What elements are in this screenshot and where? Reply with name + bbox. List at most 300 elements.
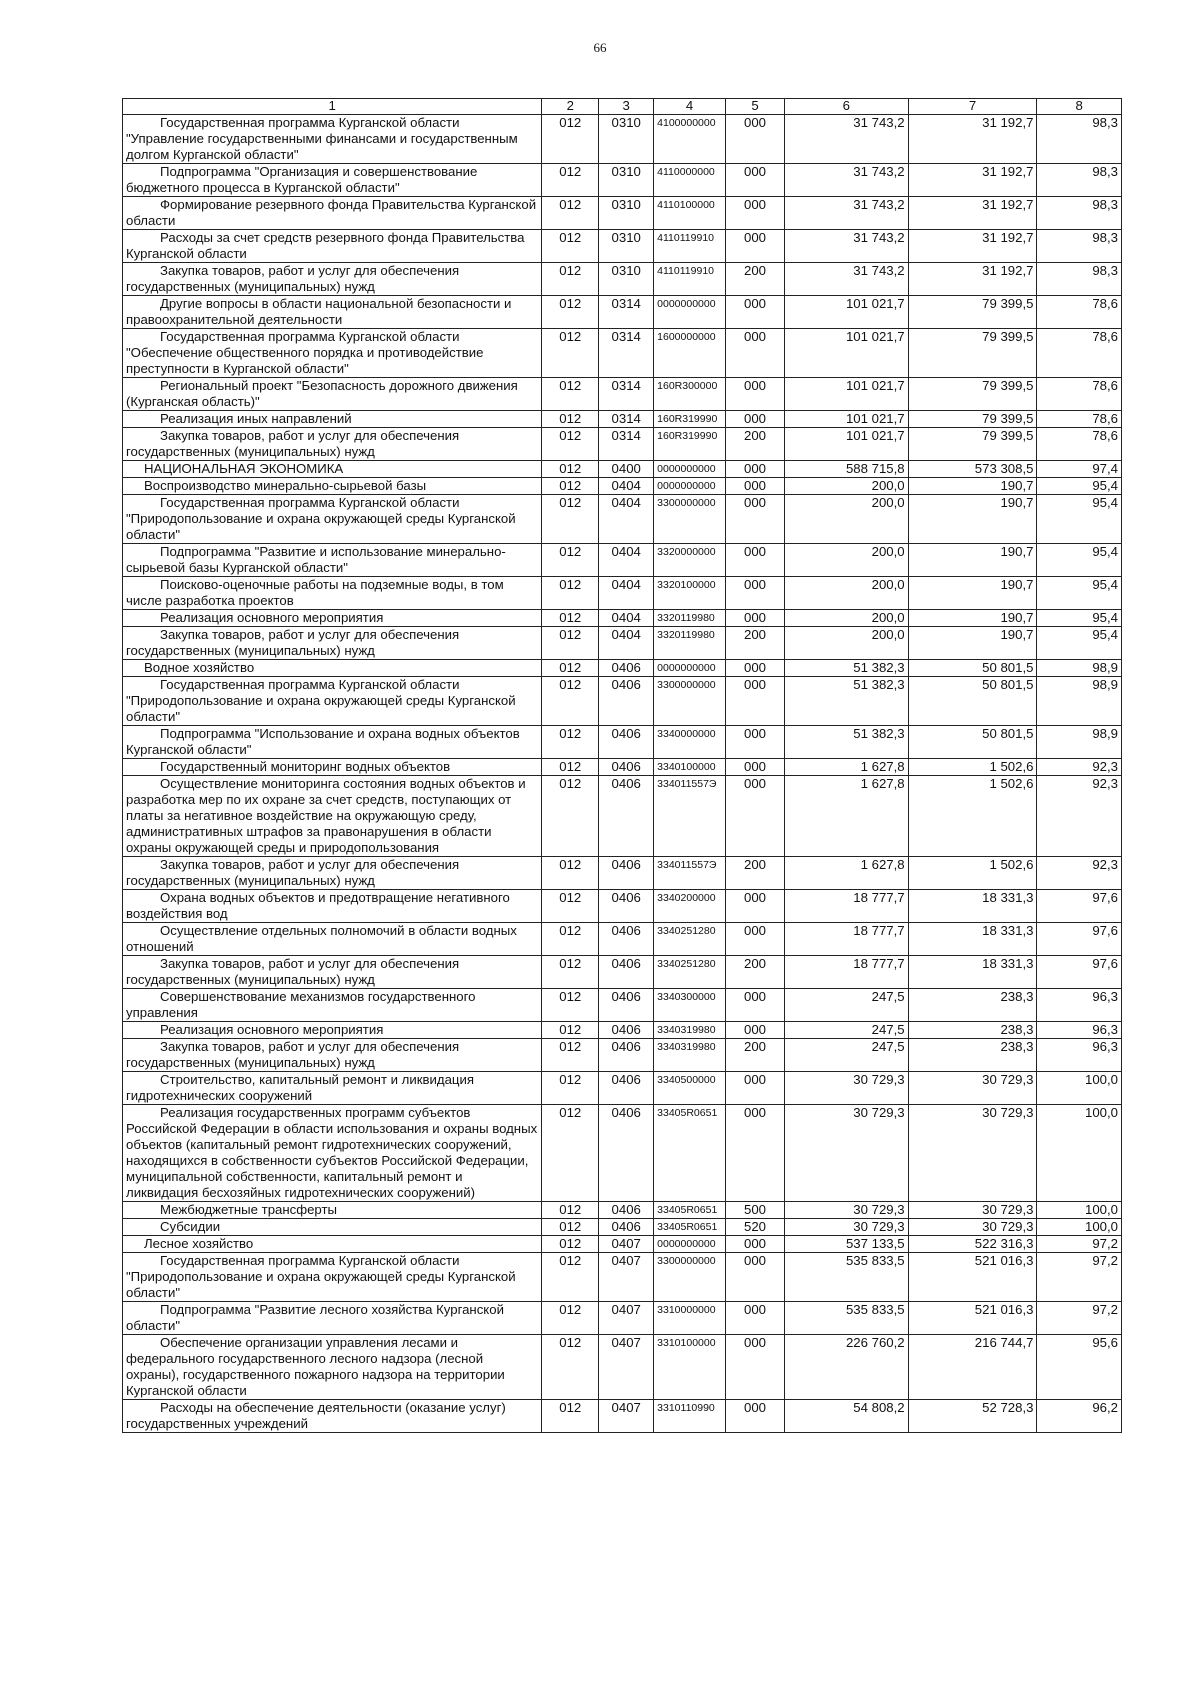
row-name-text: Межбюджетные трансферты bbox=[160, 1202, 337, 1217]
row-ministry-code: 012 bbox=[542, 857, 599, 890]
table-row bbox=[123, 1072, 1122, 1105]
header-col-7: 7 bbox=[908, 99, 1037, 115]
row-section-code: 0314 bbox=[599, 378, 654, 411]
row-percent: 95,4 bbox=[1037, 544, 1122, 577]
row-ministry-code: 012 bbox=[542, 1400, 599, 1433]
row-section-code: 0406 bbox=[599, 677, 654, 726]
header-col-5: 5 bbox=[725, 99, 784, 115]
row-actual-amount: 521 016,3 bbox=[908, 1302, 1037, 1335]
row-planned-amount: 200,0 bbox=[785, 577, 909, 610]
row-target-code: 0000000000 bbox=[654, 1236, 726, 1253]
row-name-text: Государственная программа Курганской области "Обеспечение общественного порядка и противодействие преступности в Курганской области" bbox=[126, 329, 484, 376]
row-ministry-code: 012 bbox=[542, 495, 599, 544]
row-expense-type: 000 bbox=[725, 544, 784, 577]
row-actual-amount: 30 729,3 bbox=[908, 1219, 1037, 1236]
page-number: 66 bbox=[593, 40, 607, 55]
row-actual-amount: 50 801,5 bbox=[908, 660, 1037, 677]
row-ministry-code: 012 bbox=[542, 230, 599, 263]
row-name-text: Субсидии bbox=[160, 1219, 221, 1234]
row-planned-amount: 30 729,3 bbox=[785, 1105, 909, 1202]
table-row bbox=[123, 164, 1122, 197]
row-target-code: 3340300000 bbox=[654, 989, 726, 1022]
row-target-code: 3320119980 bbox=[654, 627, 726, 660]
row-percent: 95,4 bbox=[1037, 478, 1122, 495]
row-name bbox=[123, 164, 542, 197]
row-expense-type: 000 bbox=[725, 495, 784, 544]
table-row bbox=[123, 989, 1122, 1022]
row-planned-amount: 30 729,3 bbox=[785, 1072, 909, 1105]
row-expense-type: 000 bbox=[725, 1072, 784, 1105]
row-section-code: 0406 bbox=[599, 1202, 654, 1219]
row-target-code: 33405R0651 bbox=[654, 1219, 726, 1236]
row-name bbox=[123, 1202, 542, 1219]
row-name bbox=[123, 544, 542, 577]
row-section-code: 0404 bbox=[599, 627, 654, 660]
row-planned-amount: 101 021,7 bbox=[785, 329, 909, 378]
row-expense-type: 000 bbox=[725, 890, 784, 923]
row-name bbox=[123, 461, 542, 478]
row-ministry-code: 012 bbox=[542, 428, 599, 461]
row-name bbox=[123, 956, 542, 989]
row-actual-amount: 30 729,3 bbox=[908, 1202, 1037, 1219]
row-target-code: 4100000000 bbox=[654, 115, 726, 164]
row-planned-amount: 18 777,7 bbox=[785, 923, 909, 956]
row-target-code: 3300000000 bbox=[654, 495, 726, 544]
row-planned-amount: 200,0 bbox=[785, 627, 909, 660]
row-name bbox=[123, 478, 542, 495]
row-name-text: Государственная программа Курганской области "Управление государственными финансами и государственным долгом Курганской области" bbox=[126, 115, 518, 162]
row-target-code: 160R319990 bbox=[654, 411, 726, 428]
row-ministry-code: 012 bbox=[542, 956, 599, 989]
row-planned-amount: 226 760,2 bbox=[785, 1335, 909, 1400]
row-planned-amount: 101 021,7 bbox=[785, 378, 909, 411]
row-planned-amount: 200,0 bbox=[785, 544, 909, 577]
row-planned-amount: 18 777,7 bbox=[785, 890, 909, 923]
row-name bbox=[123, 115, 542, 164]
row-target-code: 4110100000 bbox=[654, 197, 726, 230]
row-percent: 97,6 bbox=[1037, 923, 1122, 956]
row-actual-amount: 521 016,3 bbox=[908, 1253, 1037, 1302]
row-percent: 96,3 bbox=[1037, 1039, 1122, 1072]
row-name bbox=[123, 627, 542, 660]
row-name-text: Закупка товаров, работ и услуг для обеспечения государственных (муниципальных) нужд bbox=[126, 1039, 460, 1070]
row-planned-amount: 18 777,7 bbox=[785, 956, 909, 989]
row-percent: 98,9 bbox=[1037, 677, 1122, 726]
row-expense-type: 000 bbox=[725, 759, 784, 776]
row-actual-amount: 30 729,3 bbox=[908, 1105, 1037, 1202]
row-ministry-code: 012 bbox=[542, 411, 599, 428]
row-ministry-code: 012 bbox=[542, 577, 599, 610]
row-section-code: 0406 bbox=[599, 1039, 654, 1072]
row-actual-amount: 31 192,7 bbox=[908, 115, 1037, 164]
row-actual-amount: 79 399,5 bbox=[908, 378, 1037, 411]
row-ministry-code: 012 bbox=[542, 627, 599, 660]
row-target-code: 4110119910 bbox=[654, 230, 726, 263]
row-name bbox=[123, 1253, 542, 1302]
row-section-code: 0310 bbox=[599, 164, 654, 197]
row-name-text: Другие вопросы в области национальной безопасности и правоохранительной деятельности bbox=[126, 296, 512, 327]
row-expense-type: 520 bbox=[725, 1219, 784, 1236]
row-percent: 78,6 bbox=[1037, 329, 1122, 378]
row-actual-amount: 50 801,5 bbox=[908, 677, 1037, 726]
row-planned-amount: 200,0 bbox=[785, 495, 909, 544]
row-actual-amount: 1 502,6 bbox=[908, 759, 1037, 776]
row-section-code: 0310 bbox=[599, 263, 654, 296]
row-ministry-code: 012 bbox=[542, 1202, 599, 1219]
row-target-code: 3310100000 bbox=[654, 1335, 726, 1400]
row-name-text: Поисково-оценочные работы на подземные воды, в том числе разработка проектов bbox=[126, 577, 504, 608]
row-planned-amount: 247,5 bbox=[785, 1022, 909, 1039]
row-percent: 98,3 bbox=[1037, 164, 1122, 197]
row-ministry-code: 012 bbox=[542, 1219, 599, 1236]
row-ministry-code: 012 bbox=[542, 989, 599, 1022]
row-name bbox=[123, 1400, 542, 1433]
row-actual-amount: 216 744,7 bbox=[908, 1335, 1037, 1400]
row-expense-type: 200 bbox=[725, 263, 784, 296]
row-ministry-code: 012 bbox=[542, 296, 599, 329]
row-actual-amount: 31 192,7 bbox=[908, 197, 1037, 230]
row-planned-amount: 1 627,8 bbox=[785, 759, 909, 776]
row-name bbox=[123, 923, 542, 956]
row-percent: 98,9 bbox=[1037, 660, 1122, 677]
row-target-code: 3310110990 bbox=[654, 1400, 726, 1433]
row-target-code: 0000000000 bbox=[654, 660, 726, 677]
row-planned-amount: 31 743,2 bbox=[785, 230, 909, 263]
row-expense-type: 200 bbox=[725, 1039, 784, 1072]
row-ministry-code: 012 bbox=[542, 923, 599, 956]
row-name-text: Закупка товаров, работ и услуг для обеспечения государственных (муниципальных) нужд bbox=[126, 627, 460, 658]
row-planned-amount: 101 021,7 bbox=[785, 428, 909, 461]
row-name-text: Подпрограмма "Развитие и использование минерально-сырьевой базы Курганской области" bbox=[126, 544, 506, 575]
row-actual-amount: 190,7 bbox=[908, 495, 1037, 544]
header-col-2: 2 bbox=[542, 99, 599, 115]
row-name-text: Закупка товаров, работ и услуг для обеспечения государственных (муниципальных) нужд bbox=[126, 263, 460, 294]
row-expense-type: 000 bbox=[725, 329, 784, 378]
row-name-text: Совершенствование механизмов государственного управления bbox=[126, 989, 476, 1020]
row-expense-type: 000 bbox=[725, 660, 784, 677]
row-section-code: 0406 bbox=[599, 1105, 654, 1202]
row-target-code: 33405R0651 bbox=[654, 1105, 726, 1202]
header-col-4: 4 bbox=[654, 99, 726, 115]
row-percent: 97,2 bbox=[1037, 1253, 1122, 1302]
row-ministry-code: 012 bbox=[542, 726, 599, 759]
row-section-code: 0400 bbox=[599, 461, 654, 478]
row-name-text: Водное хозяйство bbox=[144, 660, 255, 675]
row-percent: 100,0 bbox=[1037, 1072, 1122, 1105]
row-planned-amount: 31 743,2 bbox=[785, 164, 909, 197]
row-name bbox=[123, 759, 542, 776]
row-actual-amount: 1 502,6 bbox=[908, 776, 1037, 857]
row-section-code: 0314 bbox=[599, 329, 654, 378]
row-expense-type: 000 bbox=[725, 776, 784, 857]
row-section-code: 0404 bbox=[599, 577, 654, 610]
row-expense-type: 000 bbox=[725, 923, 784, 956]
table-row bbox=[123, 610, 1122, 627]
row-name bbox=[123, 677, 542, 726]
row-actual-amount: 238,3 bbox=[908, 1022, 1037, 1039]
row-percent: 98,3 bbox=[1037, 197, 1122, 230]
table-row bbox=[123, 1302, 1122, 1335]
row-name bbox=[123, 1072, 542, 1105]
row-expense-type: 000 bbox=[725, 1105, 784, 1202]
row-ministry-code: 012 bbox=[542, 263, 599, 296]
row-name bbox=[123, 776, 542, 857]
row-expense-type: 000 bbox=[725, 1022, 784, 1039]
row-planned-amount: 54 808,2 bbox=[785, 1400, 909, 1433]
row-target-code: 3300000000 bbox=[654, 1253, 726, 1302]
row-ministry-code: 012 bbox=[542, 115, 599, 164]
row-section-code: 0407 bbox=[599, 1302, 654, 1335]
row-name bbox=[123, 329, 542, 378]
row-percent: 96,3 bbox=[1037, 1022, 1122, 1039]
row-percent: 78,6 bbox=[1037, 428, 1122, 461]
row-ministry-code: 012 bbox=[542, 660, 599, 677]
row-expense-type: 000 bbox=[725, 1253, 784, 1302]
row-section-code: 0404 bbox=[599, 478, 654, 495]
table-row bbox=[123, 411, 1122, 428]
row-expense-type: 000 bbox=[725, 164, 784, 197]
row-percent: 78,6 bbox=[1037, 296, 1122, 329]
row-percent: 98,3 bbox=[1037, 263, 1122, 296]
table-row bbox=[123, 1335, 1122, 1400]
table-row bbox=[123, 1022, 1122, 1039]
row-actual-amount: 79 399,5 bbox=[908, 428, 1037, 461]
row-name-text: Подпрограмма "Развитие лесного хозяйства Курганской области" bbox=[126, 1302, 504, 1333]
row-target-code: 0000000000 bbox=[654, 478, 726, 495]
table-row bbox=[123, 1039, 1122, 1072]
row-name bbox=[123, 428, 542, 461]
row-planned-amount: 30 729,3 bbox=[785, 1219, 909, 1236]
row-target-code: 3340251280 bbox=[654, 923, 726, 956]
row-section-code: 0406 bbox=[599, 989, 654, 1022]
row-ministry-code: 012 bbox=[542, 1302, 599, 1335]
row-target-code: 3340251280 bbox=[654, 956, 726, 989]
row-name bbox=[123, 1302, 542, 1335]
row-actual-amount: 31 192,7 bbox=[908, 164, 1037, 197]
row-expense-type: 500 bbox=[725, 1202, 784, 1219]
row-ministry-code: 012 bbox=[542, 1253, 599, 1302]
row-section-code: 0404 bbox=[599, 544, 654, 577]
row-target-code: 3340200000 bbox=[654, 890, 726, 923]
row-percent: 92,3 bbox=[1037, 776, 1122, 857]
row-name-text: Реализация основного мероприятия bbox=[160, 1022, 384, 1037]
row-actual-amount: 50 801,5 bbox=[908, 726, 1037, 759]
row-expense-type: 000 bbox=[725, 677, 784, 726]
row-target-code: 33405R0651 bbox=[654, 1202, 726, 1219]
row-target-code: 1600000000 bbox=[654, 329, 726, 378]
row-ministry-code: 012 bbox=[542, 1105, 599, 1202]
table-row bbox=[123, 677, 1122, 726]
row-section-code: 0406 bbox=[599, 726, 654, 759]
row-percent: 97,2 bbox=[1037, 1236, 1122, 1253]
row-name bbox=[123, 989, 542, 1022]
row-target-code: 3320100000 bbox=[654, 577, 726, 610]
row-actual-amount: 573 308,5 bbox=[908, 461, 1037, 478]
row-name bbox=[123, 577, 542, 610]
row-name-text: Обеспечение организации управления лесами и федерального государственного лесного надзора (лесной охраны), государственного пожарного надзора на территории Курганской области bbox=[126, 1335, 505, 1398]
row-planned-amount: 30 729,3 bbox=[785, 1202, 909, 1219]
row-planned-amount: 535 833,5 bbox=[785, 1253, 909, 1302]
row-expense-type: 000 bbox=[725, 378, 784, 411]
row-name-text: Реализация иных направлений bbox=[160, 411, 352, 426]
row-planned-amount: 31 743,2 bbox=[785, 115, 909, 164]
row-planned-amount: 200,0 bbox=[785, 478, 909, 495]
row-actual-amount: 190,7 bbox=[908, 627, 1037, 660]
row-ministry-code: 012 bbox=[542, 378, 599, 411]
row-actual-amount: 30 729,3 bbox=[908, 1072, 1037, 1105]
row-target-code: 3340319980 bbox=[654, 1022, 726, 1039]
row-target-code: 160R300000 bbox=[654, 378, 726, 411]
table-row bbox=[123, 1400, 1122, 1433]
row-name-text: Охрана водных объектов и предотвращение негативного воздействия вод bbox=[126, 890, 510, 921]
row-section-code: 0406 bbox=[599, 956, 654, 989]
row-ministry-code: 012 bbox=[542, 610, 599, 627]
table-row bbox=[123, 1253, 1122, 1302]
row-section-code: 0407 bbox=[599, 1400, 654, 1433]
row-expense-type: 000 bbox=[725, 1302, 784, 1335]
row-ministry-code: 012 bbox=[542, 197, 599, 230]
row-planned-amount: 31 743,2 bbox=[785, 263, 909, 296]
row-actual-amount: 190,7 bbox=[908, 478, 1037, 495]
table-row bbox=[123, 1202, 1122, 1219]
row-percent: 95,4 bbox=[1037, 577, 1122, 610]
row-name bbox=[123, 1105, 542, 1202]
row-actual-amount: 79 399,5 bbox=[908, 296, 1037, 329]
row-ministry-code: 012 bbox=[542, 478, 599, 495]
row-section-code: 0406 bbox=[599, 1022, 654, 1039]
row-target-code: 160R319990 bbox=[654, 428, 726, 461]
row-ministry-code: 012 bbox=[542, 677, 599, 726]
row-target-code: 0000000000 bbox=[654, 296, 726, 329]
row-expense-type: 000 bbox=[725, 577, 784, 610]
row-section-code: 0314 bbox=[599, 411, 654, 428]
table-row bbox=[123, 428, 1122, 461]
table-row bbox=[123, 660, 1122, 677]
row-percent: 97,4 bbox=[1037, 461, 1122, 478]
row-planned-amount: 51 382,3 bbox=[785, 677, 909, 726]
row-actual-amount: 79 399,5 bbox=[908, 329, 1037, 378]
row-percent: 92,3 bbox=[1037, 857, 1122, 890]
row-percent: 96,3 bbox=[1037, 989, 1122, 1022]
row-section-code: 0407 bbox=[599, 1335, 654, 1400]
row-section-code: 0310 bbox=[599, 197, 654, 230]
row-name-text: Формирование резервного фонда Правительства Курганской области bbox=[126, 197, 537, 228]
row-actual-amount: 18 331,3 bbox=[908, 923, 1037, 956]
row-target-code: 4110000000 bbox=[654, 164, 726, 197]
row-expense-type: 200 bbox=[725, 428, 784, 461]
row-target-code: 3320119980 bbox=[654, 610, 726, 627]
row-actual-amount: 18 331,3 bbox=[908, 890, 1037, 923]
row-section-code: 0406 bbox=[599, 890, 654, 923]
row-target-code: 334011557Э bbox=[654, 776, 726, 857]
table-row bbox=[123, 577, 1122, 610]
row-planned-amount: 1 627,8 bbox=[785, 857, 909, 890]
row-name bbox=[123, 263, 542, 296]
row-planned-amount: 247,5 bbox=[785, 1039, 909, 1072]
table-row bbox=[123, 776, 1122, 857]
row-planned-amount: 247,5 bbox=[785, 989, 909, 1022]
row-percent: 95,4 bbox=[1037, 627, 1122, 660]
row-actual-amount: 190,7 bbox=[908, 544, 1037, 577]
row-percent: 95,4 bbox=[1037, 495, 1122, 544]
table-row bbox=[123, 759, 1122, 776]
row-section-code: 0314 bbox=[599, 428, 654, 461]
row-ministry-code: 012 bbox=[542, 544, 599, 577]
row-expense-type: 200 bbox=[725, 956, 784, 989]
row-target-code: 3340319980 bbox=[654, 1039, 726, 1072]
row-name bbox=[123, 495, 542, 544]
row-section-code: 0407 bbox=[599, 1236, 654, 1253]
row-expense-type: 000 bbox=[725, 411, 784, 428]
row-ministry-code: 012 bbox=[542, 329, 599, 378]
row-name-text: Государственная программа Курганской области "Природопользование и охрана окружающей среды Курганской области" bbox=[126, 677, 516, 724]
row-name bbox=[123, 1039, 542, 1072]
row-expense-type: 000 bbox=[725, 1236, 784, 1253]
row-name-text: Закупка товаров, работ и услуг для обеспечения государственных (муниципальных) нужд bbox=[126, 956, 460, 987]
row-actual-amount: 522 316,3 bbox=[908, 1236, 1037, 1253]
table-row bbox=[123, 890, 1122, 923]
row-percent: 96,2 bbox=[1037, 1400, 1122, 1433]
row-percent: 100,0 bbox=[1037, 1219, 1122, 1236]
row-planned-amount: 1 627,8 bbox=[785, 776, 909, 857]
row-expense-type: 000 bbox=[725, 1335, 784, 1400]
row-name-text: Реализация основного мероприятия bbox=[160, 610, 384, 625]
row-ministry-code: 012 bbox=[542, 1039, 599, 1072]
row-target-code: 3300000000 bbox=[654, 677, 726, 726]
row-section-code: 0310 bbox=[599, 230, 654, 263]
row-percent: 98,9 bbox=[1037, 726, 1122, 759]
table-row bbox=[123, 230, 1122, 263]
row-planned-amount: 51 382,3 bbox=[785, 726, 909, 759]
row-section-code: 0406 bbox=[599, 1072, 654, 1105]
row-expense-type: 000 bbox=[725, 461, 784, 478]
row-percent: 98,3 bbox=[1037, 230, 1122, 263]
row-target-code: 3320000000 bbox=[654, 544, 726, 577]
budget-table bbox=[122, 98, 1122, 1433]
row-target-code: 4110119910 bbox=[654, 263, 726, 296]
table-row bbox=[123, 923, 1122, 956]
row-section-code: 0406 bbox=[599, 759, 654, 776]
row-name-text: Подпрограмма "Организация и совершенствование бюджетного процесса в Курганской области" bbox=[126, 164, 478, 195]
table-row bbox=[123, 544, 1122, 577]
row-section-code: 0406 bbox=[599, 776, 654, 857]
header-col-8: 8 bbox=[1037, 99, 1122, 115]
table-row bbox=[123, 115, 1122, 164]
row-planned-amount: 588 715,8 bbox=[785, 461, 909, 478]
header-col-6: 6 bbox=[785, 99, 909, 115]
row-percent: 100,0 bbox=[1037, 1202, 1122, 1219]
header-col-1: 1 bbox=[123, 99, 542, 115]
row-name-text: Воспроизводство минерально-сырьевой базы bbox=[144, 478, 427, 493]
row-name bbox=[123, 1219, 542, 1236]
row-actual-amount: 52 728,3 bbox=[908, 1400, 1037, 1433]
table-row bbox=[123, 1105, 1122, 1202]
row-expense-type: 000 bbox=[725, 478, 784, 495]
row-percent: 95,4 bbox=[1037, 610, 1122, 627]
row-name-text: Осуществление мониторинга состояния водных объектов и разработка мер по их охране за счет средств, поступающих от платы за негативное воздействие на окружающую среду, административных штрафов за правонарушения в области охраны окружающей среды и природопользования bbox=[126, 776, 526, 855]
row-ministry-code: 012 bbox=[542, 890, 599, 923]
row-expense-type: 000 bbox=[725, 989, 784, 1022]
row-section-code: 0310 bbox=[599, 115, 654, 164]
row-percent: 97,6 bbox=[1037, 890, 1122, 923]
row-expense-type: 000 bbox=[725, 230, 784, 263]
table-row bbox=[123, 478, 1122, 495]
row-actual-amount: 190,7 bbox=[908, 577, 1037, 610]
table-row bbox=[123, 461, 1122, 478]
row-percent: 100,0 bbox=[1037, 1105, 1122, 1202]
row-actual-amount: 79 399,5 bbox=[908, 411, 1037, 428]
row-planned-amount: 31 743,2 bbox=[785, 197, 909, 230]
